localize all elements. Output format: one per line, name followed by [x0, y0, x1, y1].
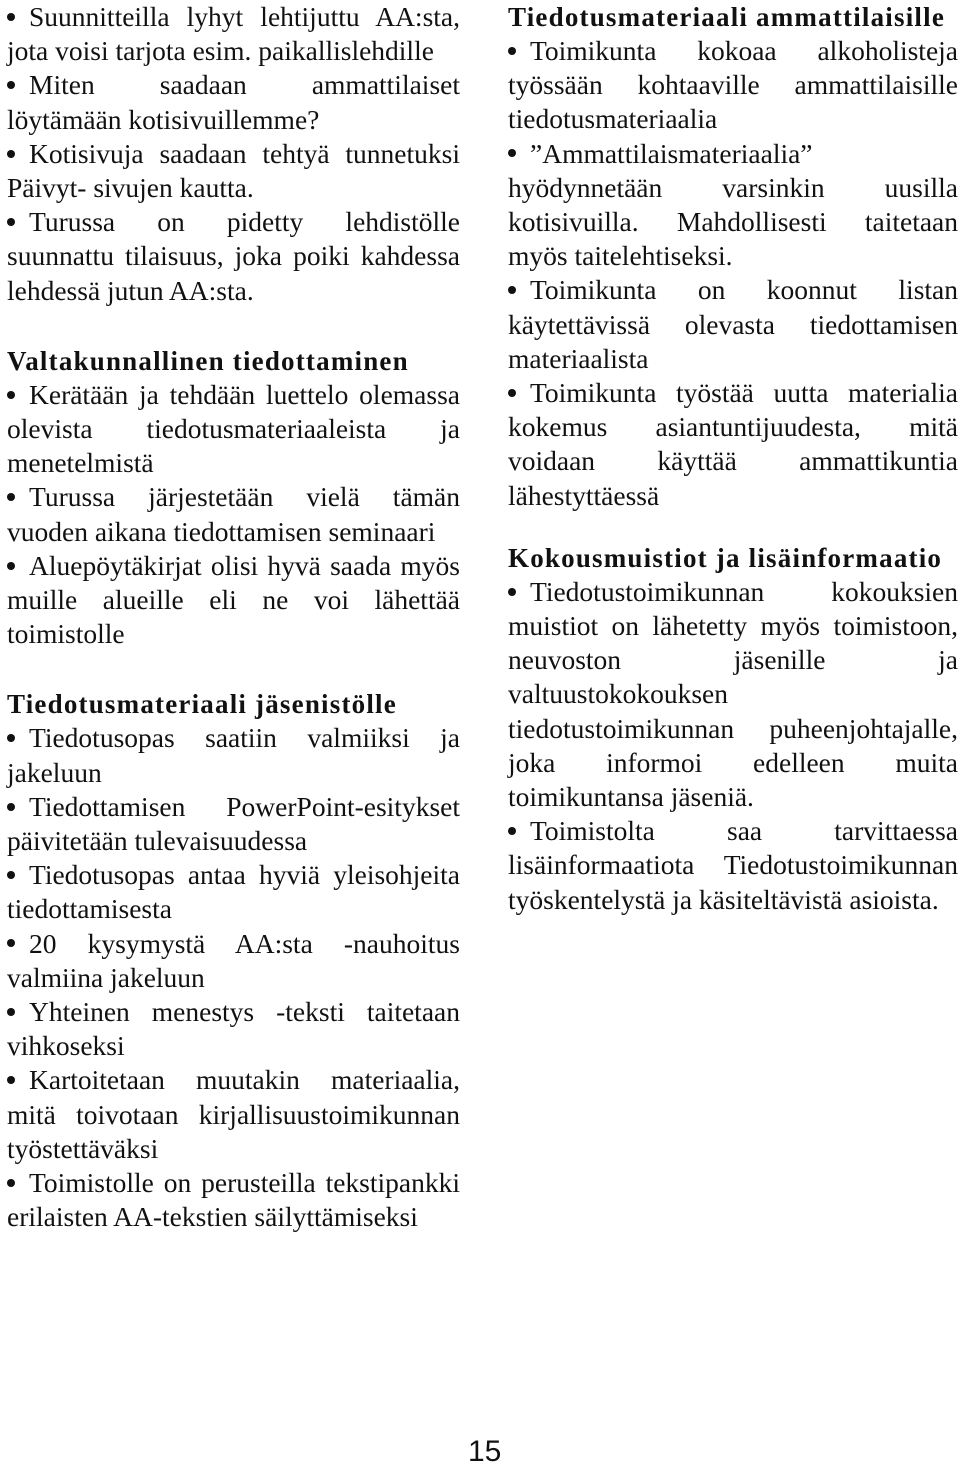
bullet-icon — [508, 389, 516, 397]
list-item: Toimistolta saa tarvittaessa lisäinformaatiota Tiedotustoimikunnan työskentelystä ja käsiteltävistä asioista. — [508, 815, 958, 915]
list-item: Suunnitteilla lyhyt lehtijuttu AA:sta, jota voisi tarjota esim. paikallislehdille — [7, 1, 460, 67]
list-item: Tiedotusopas antaa hyviä yleisohjeita tiedottamisesta — [7, 859, 460, 925]
list-item: Turussa järjestetään vielä tämän vuoden aikana tiedottamisen seminaari — [7, 481, 460, 547]
list-item: Yhteinen menestys -teksti taitetaan vihkoseksi — [7, 996, 460, 1062]
bullet-icon — [7, 1008, 15, 1016]
right-column — [508, 0, 958, 917]
bullet-icon — [7, 562, 15, 570]
bullet-icon — [7, 13, 15, 21]
bullet-icon — [7, 81, 15, 89]
list-item: Aluepöytäkirjat olisi hyvä saada myös muille alueille eli ne voi lähettää toimistolle — [7, 549, 460, 650]
list-item: Tiedotusopas saatiin valmiiksi ja jakeluun — [7, 722, 460, 788]
page-number: 15 — [468, 1435, 502, 1468]
section-heading-national-communication: Valtakunnallinen tiedottaminen — [7, 345, 409, 376]
bullet-icon — [508, 149, 516, 157]
list-item: Tiedottamisen PowerPoint-esitykset päivitetään tulevaisuudessa — [7, 790, 460, 857]
list-item: 20 kysymystä AA:sta -nauhoitus valmiina jakeluun — [7, 927, 460, 993]
bullet-icon — [508, 47, 516, 55]
list-item: Toimistolle on perusteilla tekstipankki erilaisten AA-tekstien säilyttämiseksi — [7, 1167, 460, 1233]
bullet-icon — [508, 588, 516, 596]
list-item: Kotisivuja saadaan tehtyä tunnetuksi Päivyt- sivujen kautta. — [7, 137, 460, 204]
bullet-icon — [7, 1179, 15, 1187]
bullet-icon — [508, 286, 516, 294]
list-item: Toimikunta työstää uutta materialia kokemus asiantuntijuudesta, mitä voidaan käyttää ammattikuntia lähestyttäessä — [508, 377, 958, 511]
bullet-icon — [7, 939, 15, 947]
section-heading-professional-material: Tiedotusmateriaali ammattilaisille — [508, 2, 946, 32]
bullet-icon — [7, 871, 15, 879]
bullet-icon — [7, 218, 15, 226]
bullet-icon — [7, 391, 15, 399]
bullet-icon — [7, 150, 15, 158]
list-item: Tiedotustoimikunnan kokouksien muistiot on lähetetty myös toimistoon, neuvoston jäsenille ja valtuustokokouksen tiedotustoimikunnan puheenjohtajalle, joka informoi edelleen muita toimikuntansa jäseniä. — [508, 575, 958, 813]
bullet-icon — [7, 493, 15, 501]
list-item: ”Ammattilaismateriaalia” hyödynnetään varsinkin uusilla kotisivuilla. Mahdollisesti taitetaan myös taitelehtiseksi. — [508, 137, 958, 272]
list-item: Kartoitetaan muutakin materiaalia, mitä toivotaan kirjallisuustoimikunnan työstettäväksi — [7, 1064, 460, 1164]
list-item: Toimikunta on koonnut listan käytettävissä olevasta tiedottamisen materiaalista — [508, 274, 958, 374]
bullet-icon — [7, 734, 15, 742]
list-item: Miten saadaan ammattilaiset löytämään kotisivuillemme? — [7, 69, 460, 135]
section-heading-meeting-minutes: Kokousmuistiot ja lisäinformaatio — [508, 542, 943, 573]
list-item: Turussa on pidetty lehdistölle suunnattu tilaisuus, joka poiki kahdessa lehdessä jutun AA:sta. — [7, 206, 460, 306]
list-item: Kerätään ja tehdään luettelo olemassa olevista tiedotusmateriaaleista ja menetelmistä — [7, 378, 460, 479]
section-heading-member-material: Tiedotusmateriaali jäsenistölle — [7, 689, 397, 720]
left-column — [7, 0, 460, 1235]
bullet-icon — [508, 827, 516, 835]
bullet-icon — [7, 1076, 15, 1084]
list-item: Toimikunta kokoaa alkoholisteja työssään kohtaaville ammattilaisille tiedotusmateriaalia — [508, 35, 958, 135]
bullet-icon — [7, 803, 15, 811]
